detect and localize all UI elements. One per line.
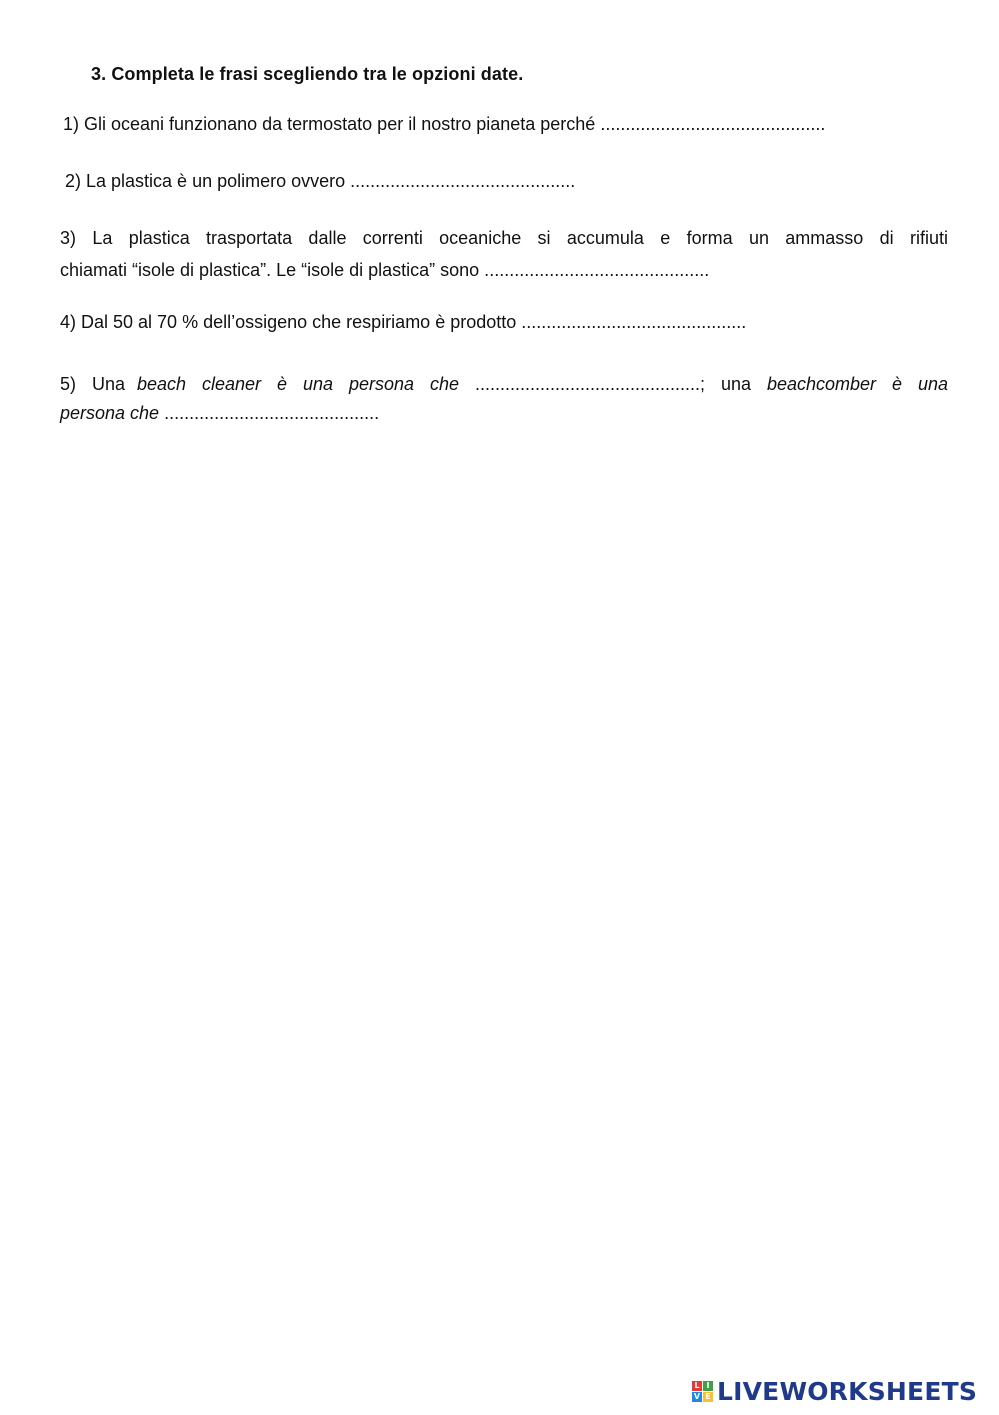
sentence-5-blank-2: ........................................... (164, 403, 380, 423)
sentence-5-italic-2: beachcomber è una (766, 374, 949, 394)
sentence-1: 1) Gli oceani funzionano da termostato per il nostro pianeta perché ............................................. (63, 114, 826, 134)
sentence-3 (60, 222, 948, 286)
sentence-5-line-2 (60, 399, 948, 428)
liveworksheets-logo (692, 1374, 977, 1408)
sentence-5-italic-1: beach cleaner è una persona che (137, 374, 459, 394)
live-badge-icon: L I V E (692, 1381, 713, 1402)
sentence-5-line-1 (60, 370, 948, 399)
sentence-2: 2) La plastica è un polimero ovvero ............................................. (65, 171, 576, 191)
sentence-5-italic-3: persona che (60, 403, 160, 423)
sentence-5 (60, 370, 948, 428)
sentence-5-blank-1: .............................................; una (474, 374, 752, 394)
sentence-3-line-2: chiamati “isole di plastica”. Le “isole di plastica” sono ............................................. (60, 260, 710, 280)
logo-text: LIVEWORKSHEETS (717, 1376, 978, 1406)
sentence-3-line-1: 3) La plastica trasportata dalle correnti oceaniche si accumula e forma un ammasso di rifiuti (60, 228, 948, 248)
sentence-5-prefix: 5) Una (60, 374, 125, 394)
sentence-4: 4) Dal 50 al 70 % dell’ossigeno che respiriamo è prodotto ............................................. (60, 312, 747, 332)
exercise-title: 3. Completa le frasi scegliendo tra le opzioni date. (91, 64, 524, 84)
